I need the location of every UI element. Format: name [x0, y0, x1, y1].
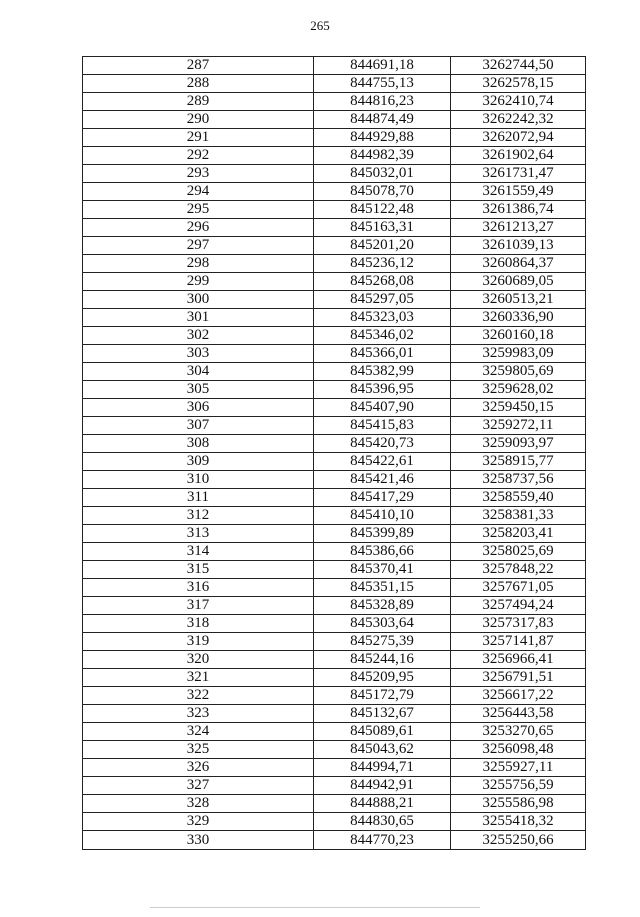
y-coordinate-cell: 3258559,40 [451, 489, 586, 507]
point-number-cell: 309 [83, 453, 314, 471]
x-coordinate-cell: 845268,08 [314, 273, 451, 291]
y-coordinate-cell: 3255927,11 [451, 759, 586, 777]
point-number-cell: 320 [83, 651, 314, 669]
point-number-cell: 301 [83, 309, 314, 327]
point-number-cell: 314 [83, 543, 314, 561]
table-row [83, 579, 586, 597]
y-coordinate-cell: 3258915,77 [451, 453, 586, 471]
x-coordinate-cell: 845346,02 [314, 327, 451, 345]
point-number-cell: 326 [83, 759, 314, 777]
point-number-cell: 300 [83, 291, 314, 309]
point-number-cell: 321 [83, 669, 314, 687]
table-row [83, 471, 586, 489]
point-number-cell: 318 [83, 615, 314, 633]
x-coordinate-cell: 844982,39 [314, 147, 451, 165]
table-row [83, 417, 586, 435]
y-coordinate-cell: 3259983,09 [451, 345, 586, 363]
x-coordinate-cell: 845043,62 [314, 741, 451, 759]
x-coordinate-cell: 845303,64 [314, 615, 451, 633]
point-number-cell: 306 [83, 399, 314, 417]
table-row [83, 399, 586, 417]
table-row [83, 345, 586, 363]
y-coordinate-cell: 3255586,98 [451, 795, 586, 813]
x-coordinate-cell: 844830,65 [314, 813, 451, 831]
x-coordinate-cell: 845275,39 [314, 633, 451, 651]
table-row [83, 327, 586, 345]
point-number-cell: 294 [83, 183, 314, 201]
point-number-cell: 323 [83, 705, 314, 723]
point-number-cell: 295 [83, 201, 314, 219]
table-row [83, 291, 586, 309]
table-row [83, 57, 586, 75]
x-coordinate-cell: 845366,01 [314, 345, 451, 363]
point-number-cell: 308 [83, 435, 314, 453]
point-number-cell: 299 [83, 273, 314, 291]
y-coordinate-cell: 3260864,37 [451, 255, 586, 273]
x-coordinate-cell: 844770,23 [314, 831, 451, 850]
x-coordinate-cell: 845351,15 [314, 579, 451, 597]
point-number-cell: 315 [83, 561, 314, 579]
y-coordinate-cell: 3257317,83 [451, 615, 586, 633]
x-coordinate-cell: 845209,95 [314, 669, 451, 687]
table-row [83, 723, 586, 741]
x-coordinate-cell: 845172,79 [314, 687, 451, 705]
x-coordinate-cell: 845328,89 [314, 597, 451, 615]
table-row [83, 129, 586, 147]
y-coordinate-cell: 3258203,41 [451, 525, 586, 543]
x-coordinate-cell: 845297,05 [314, 291, 451, 309]
y-coordinate-cell: 3256791,51 [451, 669, 586, 687]
table-row [83, 435, 586, 453]
point-number-cell: 298 [83, 255, 314, 273]
point-number-cell: 330 [83, 831, 314, 850]
y-coordinate-cell: 3259628,02 [451, 381, 586, 399]
y-coordinate-cell: 3259272,11 [451, 417, 586, 435]
x-coordinate-cell: 845236,12 [314, 255, 451, 273]
y-coordinate-cell: 3260160,18 [451, 327, 586, 345]
y-coordinate-cell: 3259093,97 [451, 435, 586, 453]
point-number-cell: 328 [83, 795, 314, 813]
x-coordinate-cell: 845032,01 [314, 165, 451, 183]
point-number-cell: 304 [83, 363, 314, 381]
table-row [83, 777, 586, 795]
point-number-cell: 307 [83, 417, 314, 435]
y-coordinate-cell: 3256966,41 [451, 651, 586, 669]
table-row [83, 525, 586, 543]
y-coordinate-cell: 3262578,15 [451, 75, 586, 93]
point-number-cell: 325 [83, 741, 314, 759]
table-row [83, 219, 586, 237]
coordinates-table [82, 56, 586, 850]
y-coordinate-cell: 3261039,13 [451, 237, 586, 255]
table-row [83, 687, 586, 705]
y-coordinate-cell: 3260336,90 [451, 309, 586, 327]
point-number-cell: 296 [83, 219, 314, 237]
y-coordinate-cell: 3260689,05 [451, 273, 586, 291]
y-coordinate-cell: 3259450,15 [451, 399, 586, 417]
page-number: 265 [310, 18, 330, 33]
x-coordinate-cell: 845420,73 [314, 435, 451, 453]
y-coordinate-cell: 3261213,27 [451, 219, 586, 237]
table-row [83, 183, 586, 201]
table-row [83, 813, 586, 831]
table-row [83, 615, 586, 633]
table-row [83, 831, 586, 850]
point-number-cell: 302 [83, 327, 314, 345]
x-coordinate-cell: 845417,29 [314, 489, 451, 507]
table-row [83, 741, 586, 759]
y-coordinate-cell: 3253270,65 [451, 723, 586, 741]
point-number-cell: 327 [83, 777, 314, 795]
table-row [83, 543, 586, 561]
x-coordinate-cell: 844755,13 [314, 75, 451, 93]
table-row [83, 381, 586, 399]
x-coordinate-cell: 845122,48 [314, 201, 451, 219]
x-coordinate-cell: 845410,10 [314, 507, 451, 525]
x-coordinate-cell: 845078,70 [314, 183, 451, 201]
table-row [83, 597, 586, 615]
y-coordinate-cell: 3262410,74 [451, 93, 586, 111]
x-coordinate-cell: 845132,67 [314, 705, 451, 723]
x-coordinate-cell: 844816,23 [314, 93, 451, 111]
table-row [83, 93, 586, 111]
y-coordinate-cell: 3258025,69 [451, 543, 586, 561]
table-row [83, 453, 586, 471]
x-coordinate-cell: 845386,66 [314, 543, 451, 561]
point-number-cell: 310 [83, 471, 314, 489]
table-row [83, 147, 586, 165]
x-coordinate-cell: 844929,88 [314, 129, 451, 147]
x-coordinate-cell: 845163,31 [314, 219, 451, 237]
table-row [83, 309, 586, 327]
x-coordinate-cell: 845323,03 [314, 309, 451, 327]
x-coordinate-cell: 845399,89 [314, 525, 451, 543]
y-coordinate-cell: 3256098,48 [451, 741, 586, 759]
coordinates-table-body [83, 57, 586, 850]
point-number-cell: 293 [83, 165, 314, 183]
y-coordinate-cell: 3262242,32 [451, 111, 586, 129]
table-row [83, 255, 586, 273]
y-coordinate-cell: 3261902,64 [451, 147, 586, 165]
x-coordinate-cell: 845201,20 [314, 237, 451, 255]
table-row [83, 705, 586, 723]
table-row [83, 75, 586, 93]
table-row [83, 633, 586, 651]
table-row [83, 795, 586, 813]
point-number-cell: 287 [83, 57, 314, 75]
x-coordinate-cell: 845421,46 [314, 471, 451, 489]
y-coordinate-cell: 3257671,05 [451, 579, 586, 597]
table-row [83, 273, 586, 291]
table-row [83, 669, 586, 687]
x-coordinate-cell: 844942,91 [314, 777, 451, 795]
y-coordinate-cell: 3259805,69 [451, 363, 586, 381]
table-row [83, 363, 586, 381]
y-coordinate-cell: 3261386,74 [451, 201, 586, 219]
point-number-cell: 312 [83, 507, 314, 525]
y-coordinate-cell: 3257141,87 [451, 633, 586, 651]
table-row [83, 759, 586, 777]
x-coordinate-cell: 844888,21 [314, 795, 451, 813]
x-coordinate-cell: 844691,18 [314, 57, 451, 75]
x-coordinate-cell: 845396,95 [314, 381, 451, 399]
point-number-cell: 311 [83, 489, 314, 507]
point-number-cell: 289 [83, 93, 314, 111]
point-number-cell: 317 [83, 597, 314, 615]
y-coordinate-cell: 3255418,32 [451, 813, 586, 831]
x-coordinate-cell: 845415,83 [314, 417, 451, 435]
table-row [83, 489, 586, 507]
y-coordinate-cell: 3256443,58 [451, 705, 586, 723]
x-coordinate-cell: 845422,61 [314, 453, 451, 471]
y-coordinate-cell: 3255756,59 [451, 777, 586, 795]
x-coordinate-cell: 845244,16 [314, 651, 451, 669]
x-coordinate-cell: 845382,99 [314, 363, 451, 381]
point-number-cell: 322 [83, 687, 314, 705]
y-coordinate-cell: 3262744,50 [451, 57, 586, 75]
point-number-cell: 329 [83, 813, 314, 831]
x-coordinate-cell: 844874,49 [314, 111, 451, 129]
point-number-cell: 292 [83, 147, 314, 165]
point-number-cell: 313 [83, 525, 314, 543]
table-row [83, 561, 586, 579]
y-coordinate-cell: 3260513,21 [451, 291, 586, 309]
x-coordinate-cell: 845407,90 [314, 399, 451, 417]
x-coordinate-cell: 844994,71 [314, 759, 451, 777]
y-coordinate-cell: 3257494,24 [451, 597, 586, 615]
table-row [83, 237, 586, 255]
point-number-cell: 297 [83, 237, 314, 255]
y-coordinate-cell: 3258381,33 [451, 507, 586, 525]
point-number-cell: 316 [83, 579, 314, 597]
point-number-cell: 288 [83, 75, 314, 93]
x-coordinate-cell: 845370,41 [314, 561, 451, 579]
point-number-cell: 290 [83, 111, 314, 129]
x-coordinate-cell: 845089,61 [314, 723, 451, 741]
table-row [83, 651, 586, 669]
table-row [83, 111, 586, 129]
y-coordinate-cell: 3261559,49 [451, 183, 586, 201]
table-row [83, 165, 586, 183]
point-number-cell: 303 [83, 345, 314, 363]
table-row [83, 201, 586, 219]
scan-artifact-line [150, 907, 480, 908]
table-row [83, 507, 586, 525]
point-number-cell: 319 [83, 633, 314, 651]
y-coordinate-cell: 3256617,22 [451, 687, 586, 705]
y-coordinate-cell: 3258737,56 [451, 471, 586, 489]
point-number-cell: 305 [83, 381, 314, 399]
y-coordinate-cell: 3255250,66 [451, 831, 586, 850]
point-number-cell: 324 [83, 723, 314, 741]
y-coordinate-cell: 3261731,47 [451, 165, 586, 183]
y-coordinate-cell: 3257848,22 [451, 561, 586, 579]
y-coordinate-cell: 3262072,94 [451, 129, 586, 147]
point-number-cell: 291 [83, 129, 314, 147]
